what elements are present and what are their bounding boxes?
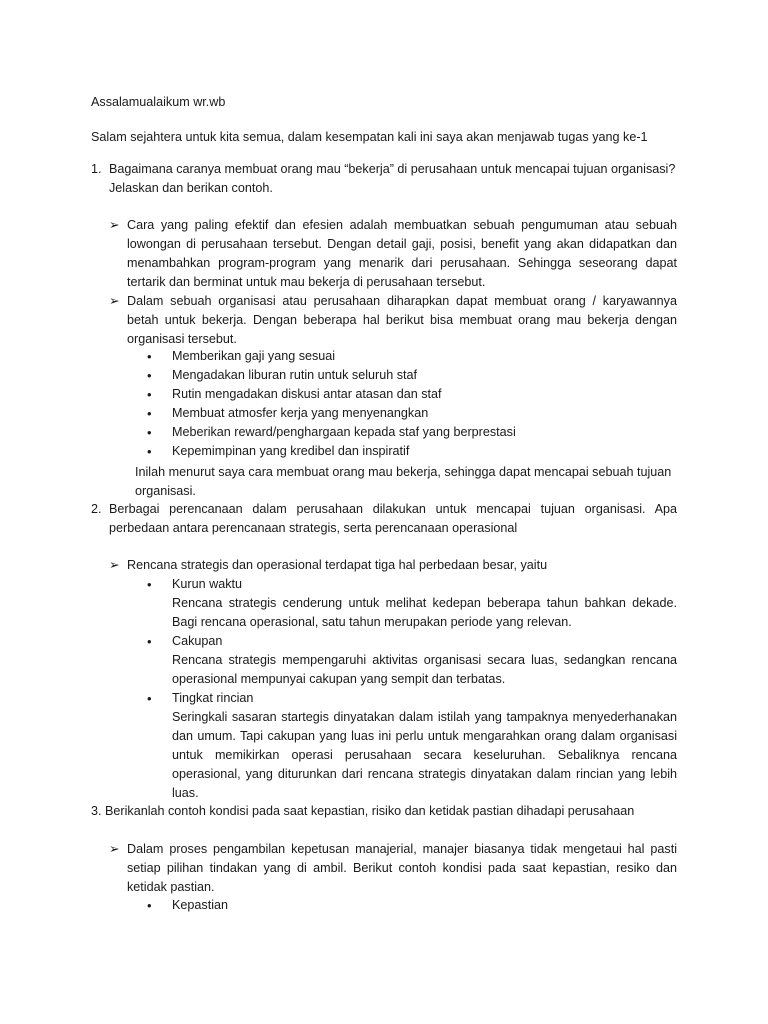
question-1-line-2: Jelaskan dan berikan contoh. bbox=[109, 181, 273, 195]
answer-1a-line-2: lowongan di perusahaan tersebut. Dengan detail gaji, posisi, benefit yang akan didapatkan dan bbox=[127, 237, 677, 251]
closing-line-2: organisasi. bbox=[135, 484, 196, 498]
answer-3-line-1: Dalam proses pengambilan kepetusan manajerial, manajer biasanya tidak mengetaui hal pasti bbox=[127, 842, 677, 856]
list-item: Meberikan reward/penghargaan kepada staf yang berprestasi bbox=[172, 425, 516, 439]
question-2-line-2: perbedaan antara perencanaan strategis, serta perencanaan operasional bbox=[109, 521, 518, 535]
paragraph-line: Rencana strategis mempengaruhi aktivitas organisasi secara luas, sedangkan rencana bbox=[172, 653, 677, 667]
answer-1b-line-1: Dalam sebuah organisasi atau perusahaan diharapkan dapat membuat orang / karyawannya bbox=[127, 294, 677, 308]
bullet-icon: • bbox=[147, 349, 152, 364]
answer-1a-line-4: tertarik dan berminat untuk mau bekerja di perusahaan tersebut. bbox=[127, 275, 486, 289]
paragraph-line: Bagi rencana operasional, satu tahun merupakan periode yang relevan. bbox=[172, 615, 572, 629]
answer-3-line-2: setiap pilihan tindakan yang di ambil. Berikut contoh kondisi pada saat kepastian, resiko dan bbox=[127, 861, 677, 875]
bullet-icon: • bbox=[147, 634, 152, 649]
answer-1b-line-2: betah untuk bekerja. Dengan beberapa hal berikut bisa membuat orang mau bekerja dengan bbox=[127, 313, 677, 327]
bullet-icon: • bbox=[147, 368, 152, 383]
intro-text: Salam sejahtera untuk kita semua, dalam kesempatan kali ini saya akan menjawab tugas yang ke-1 bbox=[91, 130, 648, 144]
greeting: Assalamualaikum wr.wb bbox=[91, 95, 226, 109]
arrow-bullet-icon: ➢ bbox=[109, 842, 120, 856]
paragraph-line: Rencana strategis cenderung untuk melihat kedepan beberapa tahun bahkan dekade. bbox=[172, 596, 677, 610]
question-2-line-1: Berbagai perencanaan dalam perusahaan dilakukan untuk mencapai tujuan organisasi. Apa bbox=[109, 502, 677, 516]
list-item: Mengadakan liburan rutin untuk seluruh staf bbox=[172, 368, 418, 382]
paragraph-line: operasional mempunyai cakupan yang sempit dan terbatas. bbox=[172, 672, 506, 686]
list-item: Membuat atmosfer kerja yang menyenangkan bbox=[172, 406, 429, 420]
paragraph-line: operasional, yang diturunkan dari rencana strategis dinyatakan dalam rincian yang lebih bbox=[172, 767, 677, 781]
closing-line-1: Inilah menurut saya cara membuat orang mau bekerja, sehingga dapat mencapai sebuah tujuan bbox=[135, 465, 672, 479]
arrow-bullet-icon: ➢ bbox=[109, 294, 120, 308]
paragraph-line: Seringkali sasaran startegis dinyatakan dalam istilah yang tampaknya menyederhanakan bbox=[172, 710, 677, 724]
arrow-bullet-icon: ➢ bbox=[109, 218, 120, 232]
list-item: Rutin mengadakan diskusi antar atasan dan staf bbox=[172, 387, 442, 401]
question-1-number: 1. bbox=[91, 162, 102, 176]
paragraph-line: untuk memikirkan operasi perusahaan secara keseluruhan. Sebaliknya rencana bbox=[172, 748, 677, 762]
answer-2-intro: Rencana strategis dan operasional terdapat tiga hal perbedaan besar, yaitu bbox=[127, 558, 548, 572]
answer-3-line-3: ketidak pastian. bbox=[127, 880, 215, 894]
question-3-line-1: 3. Berikanlah contoh kondisi pada saat kepastian, risiko dan ketidak pastian dihadapi perusahaan bbox=[91, 804, 635, 818]
bullet-icon: • bbox=[147, 691, 152, 706]
paragraph-line: luas. bbox=[172, 786, 199, 800]
bullet-icon: • bbox=[147, 406, 152, 421]
list-item: Kepemimpinan yang kredibel dan inspiratif bbox=[172, 444, 410, 458]
question-1-line-1: Bagaimana caranya membuat orang mau “bekerja” di perusahaan untuk mencapai tujuan organisasi? bbox=[109, 162, 676, 176]
bullet-icon: • bbox=[147, 898, 152, 913]
answer-1b-line-3: organisasi tersebut. bbox=[127, 332, 237, 346]
arrow-bullet-icon: ➢ bbox=[109, 558, 120, 572]
list-item: Cakupan bbox=[172, 634, 223, 648]
list-item: Tingkat rincian bbox=[172, 691, 254, 705]
list-item: Memberikan gaji yang sesuai bbox=[172, 349, 336, 363]
answer-1a-line-1: Cara yang paling efektif dan efesien adalah membuatkan sebuah pengumuman atau sebuah bbox=[127, 218, 677, 232]
bullet-icon: • bbox=[147, 425, 152, 440]
list-item: Kurun waktu bbox=[172, 577, 243, 591]
list-item: Kepastian bbox=[172, 898, 229, 912]
paragraph-line: dan umum. Tapi cakupan yang luas ini perlu untuk mengarahkan orang dalam organisasi bbox=[172, 729, 677, 743]
answer-1a-line-3: menambahkan program-program yang menarik dari perusahaan. Sehingga seseorang dapat bbox=[127, 256, 677, 270]
question-2-number: 2. bbox=[91, 502, 102, 516]
bullet-icon: • bbox=[147, 444, 152, 459]
bullet-icon: • bbox=[147, 387, 152, 402]
bullet-icon: • bbox=[147, 577, 152, 592]
